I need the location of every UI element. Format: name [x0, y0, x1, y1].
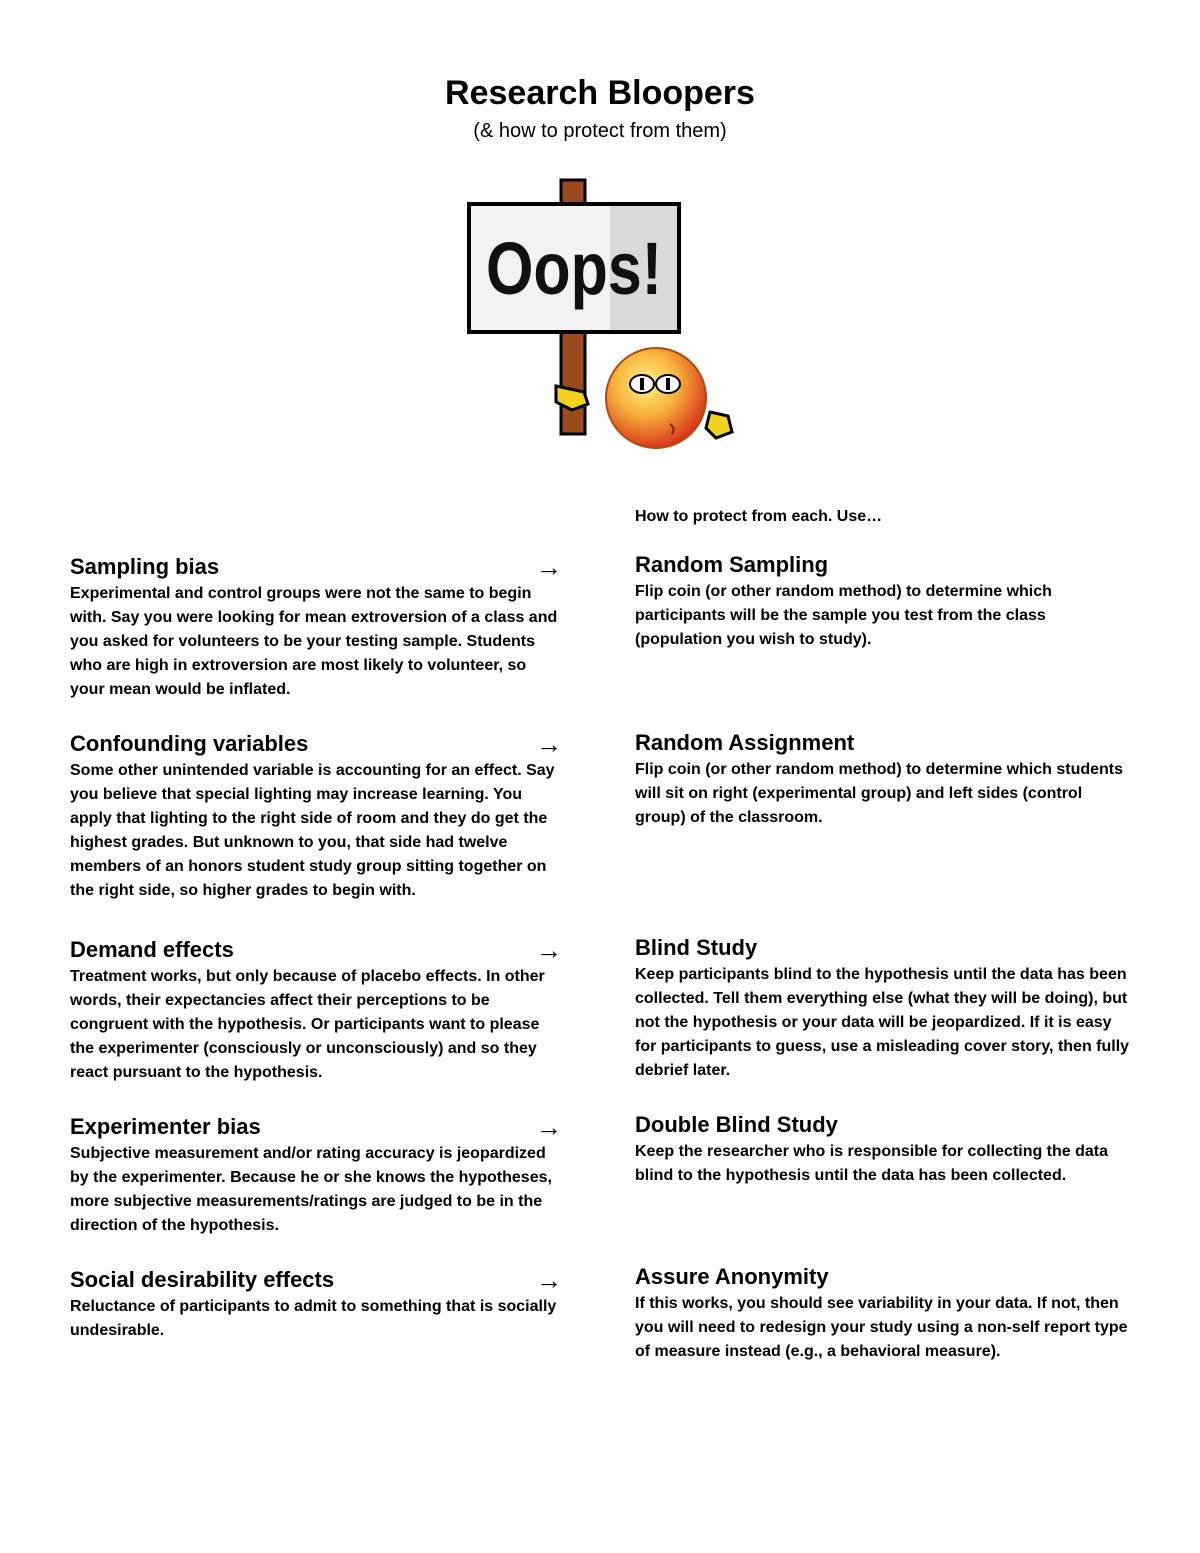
arrow-icon: → — [536, 552, 562, 582]
page-subtitle: (& how to protect from them) — [473, 120, 727, 142]
problem-text: Subjective measurement and/or rating accuracy is jeopardized by the experimenter. Because he or she knows the hypotheses, more subjective measurements/ratings are judged to be in the direction of the hypothesis. — [70, 1145, 552, 1234]
problem-text: Treatment works, but only because of placebo effects. In other words, their expectancies affect their perceptions to be congruent with the hypothesis. Or participants want to please the experimenter (consciously or unconsciously) and so they react pursuant to the hypothesis. — [70, 968, 545, 1081]
arrow-icon: → — [536, 935, 562, 965]
solution-text: If this works, you should see variability in your data. If not, then you will need to redesign your study using a non-self report type of measure instead (e.g., a behavioral measure). — [635, 1295, 1128, 1360]
solution-text: Keep the researcher who is responsible for collecting the data blind to the hypothesis until the data has been collected. — [635, 1143, 1109, 1184]
page-title: Research Bloopers — [445, 74, 755, 112]
problem-demand-effects — [70, 935, 562, 1085]
problem-text: Reluctance of participants to admit to something that is socially undesirable. — [70, 1298, 557, 1339]
oops-sign-illustration — [460, 176, 740, 456]
solution-text: Flip coin (or other random method) to determine which students will sit on right (experimental group) and left sides (control group) of the classroom. — [635, 761, 1124, 826]
solution-heading: Random Sampling — [635, 552, 829, 577]
problem-experimenter-bias — [70, 1112, 562, 1238]
problem-heading: Sampling bias — [70, 554, 220, 579]
solution-heading: Blind Study — [635, 935, 758, 960]
solution-heading: Double Blind Study — [635, 1112, 838, 1137]
right-hand — [706, 412, 732, 438]
solution-heading: Assure Anonymity — [635, 1264, 829, 1289]
solution-assure-anonymity — [635, 1262, 1135, 1364]
problem-text: Some other unintended variable is accounting for an effect. Say you believe that special lighting may increase learning. You apply that lighting to the right side of room and they do get the highest grades. But unknown to you, that side had twelve members of an honors student study group sitting together on the right side, so higher grades to begin with. — [70, 762, 555, 899]
solution-heading: Random Assignment — [635, 730, 855, 755]
problem-confounding-variables — [70, 729, 562, 903]
problem-heading: Confounding variables — [70, 731, 309, 756]
problem-heading: Experimenter bias — [70, 1114, 261, 1139]
arrow-icon: → — [536, 729, 562, 759]
arrow-icon: → — [536, 1112, 562, 1142]
problem-text: Experimental and control groups were not the same to begin with. Say you were looking for mean extroversion of a class and you asked for volunteers to be your testing sample. Students who are high in extroversion are most likely to volunteer, so your mean would be inflated. — [70, 585, 558, 698]
solution-blind-study — [635, 933, 1135, 1083]
problem-heading: Social desirability effects — [70, 1267, 335, 1292]
solution-text: Keep participants blind to the hypothesis until the data has been collected. Tell them everything else (what they will be doing), but not the hypothesis or your data will be jeopardized. If it is easy for participants to guess, use a misleading cover story, then fully debrief later. — [635, 966, 1130, 1079]
problem-social-desirability-effects — [70, 1265, 562, 1343]
problem-heading: Demand effects — [70, 937, 234, 962]
sign-text: Oops! — [486, 227, 662, 310]
solution-text: Flip coin (or other random method) to determine which participants will be the sample you test from the class (population you wish to study). — [635, 583, 1052, 648]
arrow-icon: → — [536, 1265, 562, 1295]
emoji-face-icon — [606, 348, 706, 448]
solution-random-sampling — [635, 550, 1135, 652]
protect-header: How to protect from each. Use… — [635, 508, 883, 525]
problem-sampling-bias — [70, 552, 562, 702]
solution-random-assignment — [635, 728, 1135, 830]
solution-double-blind-study — [635, 1110, 1135, 1188]
